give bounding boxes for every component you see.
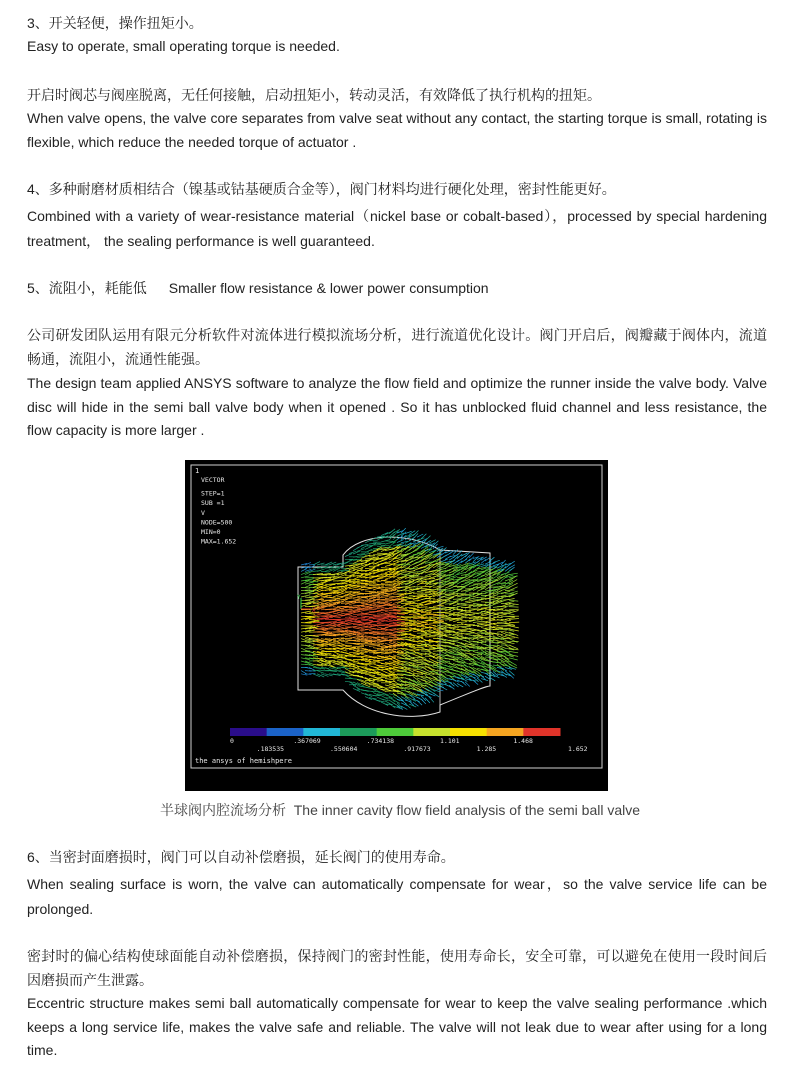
flow-vector-arrow <box>485 657 494 658</box>
flow-vector-arrow <box>425 624 436 626</box>
flow-vector-arrow <box>409 666 418 667</box>
flow-vector-arrow <box>453 635 463 636</box>
flow-vector-arrow <box>449 659 458 660</box>
flow-vector-arrow <box>465 614 475 615</box>
figure-caption-cn: 半球阀内腔流场分析 <box>159 802 286 818</box>
flow-vector-arrow <box>417 635 427 636</box>
legend-swatch <box>377 728 414 736</box>
flow-vector-arrow <box>465 682 470 687</box>
flow-vector-arrow <box>357 605 369 606</box>
flow-vector-arrow <box>413 616 424 617</box>
flow-vector-arrow <box>301 604 311 607</box>
flow-vector-arrow <box>313 674 320 677</box>
flow-field-svg <box>185 460 608 791</box>
section5-heading <box>27 277 767 301</box>
section6-heading-cn: 6、当密封面磨损时，阀门可以自动补偿磨损，延长阀门的使用寿命。 <box>27 849 455 865</box>
flow-vector-arrow <box>509 607 519 608</box>
flow-vector-arrow <box>465 582 473 586</box>
flow-vector-arrow <box>417 538 424 541</box>
flow-vector-arrow <box>301 635 310 638</box>
flow-vector-arrow <box>377 697 384 700</box>
flow-vector-arrow <box>509 600 518 601</box>
flow-vector-arrow <box>469 641 479 642</box>
figure-info-block <box>201 476 236 546</box>
flow-vector-arrow <box>353 551 360 554</box>
flow-vector-arrow <box>385 583 396 584</box>
flow-vector-arrow <box>425 591 435 592</box>
flow-vector-arrow <box>381 702 388 706</box>
flow-vector-arrow <box>425 536 431 541</box>
flow-vector-arrow <box>409 624 420 625</box>
legend-tick-label: .734138 <box>366 737 395 745</box>
figure-caption-en: The inner cavity flow field analysis of the semi ball valve <box>293 802 641 818</box>
axis-x-label: X <box>312 607 316 614</box>
figure-info-line: SUB =1 <box>201 499 225 508</box>
flow-vector-arrow <box>465 575 474 579</box>
flow-vector-arrow <box>401 622 412 623</box>
flow-vector-arrow <box>341 632 352 633</box>
section4-heading-en: Combined with a variety of wear-resistance material（nickel base or cobalt-based），processed by special hardening treatment， the sealing performance is well guaranteed. <box>27 208 767 249</box>
legend-tick-label: 0 <box>230 737 234 745</box>
flow-vector-arrow <box>361 670 371 671</box>
flow-vector-arrow <box>477 675 484 677</box>
flow-vector-arrow <box>477 597 486 598</box>
figure-footer: the ansys of hemishpere <box>195 757 292 765</box>
legend-swatch <box>267 728 304 736</box>
flow-vector-arrow <box>509 561 515 565</box>
legend-tick-label: .917673 <box>403 745 431 753</box>
flow-vector-arrow <box>349 622 361 624</box>
flow-vector-arrow <box>353 639 364 640</box>
section5-body-cn: 公司研发团队运用有限元分析软件对流体进行模拟流场分析，进行流道优化设计。阀门开启后，阀瓣藏于阀体内，流道畅通，流阻小，流通性能强。 <box>27 327 767 367</box>
flow-vector-arrow <box>437 546 444 548</box>
flow-vector-arrow <box>369 557 379 558</box>
section5-heading-cn: 5、流阻小，耗能低 <box>27 280 147 296</box>
flow-vector-arrow <box>357 638 368 639</box>
legend-swatch <box>413 728 450 736</box>
flow-vector-arrow <box>505 601 514 603</box>
flow-vector-arrow <box>461 602 470 604</box>
legend-tick-label: .550604 <box>330 745 358 753</box>
flow-vector-arrow <box>357 672 367 673</box>
flow-vector-arrow <box>441 687 447 690</box>
flow-vector-arrow <box>345 554 352 557</box>
legend-swatch <box>340 728 377 736</box>
legend-swatch <box>523 728 560 736</box>
flow-vector-arrow <box>433 686 440 688</box>
flow-vector-arrow <box>421 651 431 652</box>
flow-vector-arrow <box>461 681 466 686</box>
legend-swatch <box>230 728 267 736</box>
flow-vector-arrow <box>365 546 372 549</box>
flow-vector-arrow <box>493 617 503 618</box>
flow-vector-arrow <box>377 610 389 611</box>
flow-vector-arrow <box>469 635 478 638</box>
section5-body-en: The design team applied ANSYS software to analyze the flow field and optimize the runner inside the valve body. Valve disc will hide in the semi ball valve body when it opened . So it has unblocked fluid channel and less resistance, the flow capacity is more larger . <box>27 375 767 438</box>
flow-vector-arrow <box>505 638 515 639</box>
section5-heading-en: Smaller flow resistance & lower power consumption <box>168 280 489 296</box>
flow-vector-arrow <box>417 534 423 537</box>
section3-heading-en: Easy to operate, small operating torque is needed. <box>27 38 340 54</box>
flow-vector-arrow <box>377 652 388 653</box>
flow-vector-arrow <box>329 628 341 629</box>
figure-frame-number: 1 <box>195 467 200 475</box>
flow-vector-arrow <box>449 614 459 615</box>
flow-vector-arrow <box>465 633 475 634</box>
section3-body-cn: 开启时阀芯与阀座脱离，无任何接触，启动扭矩小，转动灵活，有效降低了执行机构的扭矩。 <box>27 87 601 103</box>
figure-info-line: STEP=1 <box>201 489 225 498</box>
flow-vector-arrow <box>425 647 436 648</box>
flow-vector-arrow <box>385 547 393 548</box>
flow-vector-arrow <box>365 591 376 592</box>
legend-swatch <box>450 728 487 736</box>
flow-vector-arrow <box>369 550 378 553</box>
flow-vector-arrow <box>341 667 349 668</box>
flow-vector-arrow <box>445 613 455 614</box>
flow-vector-arrow <box>425 695 431 698</box>
flow-vector-arrow <box>437 628 447 629</box>
legend-tick-label: .367069 <box>293 737 321 745</box>
flow-vector-arrow <box>413 546 421 551</box>
flow-vector-arrow <box>365 677 374 681</box>
flow-vector-arrow <box>473 651 482 654</box>
flow-vector-arrow <box>349 585 360 586</box>
flow-vector-arrow <box>509 658 518 660</box>
flow-vector-arrow <box>349 652 360 653</box>
section4-heading-cn: 4、多种耐磨材质相结合（镍基或钴基硬质合金等），阀门材料均进行硬化处理，密封性能更好。 <box>27 181 616 197</box>
flow-vector-arrow <box>445 684 452 687</box>
flow-vector-arrow <box>433 693 439 697</box>
flow-vector-arrow <box>457 605 467 606</box>
flow-vector-arrow <box>361 673 371 674</box>
flow-vector-arrow <box>381 653 392 654</box>
flow-field-figure <box>185 460 608 791</box>
flow-vector-arrow <box>357 667 367 668</box>
legend-tick-label: 1.101 <box>440 737 460 745</box>
flow-vector-arrow <box>477 626 487 627</box>
flow-vector-arrow <box>317 569 325 572</box>
flow-vector-arrow <box>509 573 518 574</box>
legend-tick-label: 1.652 <box>568 745 588 753</box>
flow-vector-arrow <box>477 623 487 624</box>
flow-vector-arrow <box>425 573 434 577</box>
flow-vector-arrow <box>417 590 427 591</box>
flow-vector-arrow <box>461 678 467 682</box>
flow-vector-arrow <box>453 683 459 687</box>
flow-vector-arrow <box>301 595 310 597</box>
flow-vector-arrow <box>377 677 387 678</box>
section6-body-en: Eccentric structure makes semi ball automatically compensate for wear to keep the valve sealing performance .which keeps a long service life, makes the valve safe and reliable. The valve will not leak due to wear after using for a long time. <box>27 995 767 1058</box>
flow-vector-arrow <box>453 667 462 670</box>
flow-vector-arrow <box>381 650 392 651</box>
axis-y-label: Y <box>297 594 301 601</box>
flow-vector-arrow <box>405 678 414 682</box>
flow-vector-arrow <box>509 651 518 652</box>
flow-vector-arrow <box>313 670 321 671</box>
flow-vector-arrow <box>389 529 395 534</box>
flow-vector-arrow <box>509 609 519 610</box>
figure-info-line: V <box>201 508 205 517</box>
legend-tick-label: 1.285 <box>476 745 497 753</box>
flow-vector-arrow <box>429 697 434 703</box>
flow-vector-arrow <box>377 546 385 547</box>
flow-vector-arrow <box>381 568 392 569</box>
flow-vector-arrow <box>445 662 454 665</box>
flow-vector-arrow <box>345 560 353 563</box>
flow-vector-arrow <box>421 693 428 696</box>
section6-body-cn: 密封时的偏心结构使球面能自动补偿磨损，保持阀门的密封性能，使用寿命长，安全可靠，可以避免在使用一段时间后因磨损而产生泄露。 <box>27 948 767 988</box>
flow-vector-arrow <box>341 562 348 565</box>
legend-tick-label: 1.468 <box>513 737 533 745</box>
flow-vector-arrow <box>385 586 396 587</box>
flow-vector-arrow <box>445 585 454 589</box>
flow-vector-arrow <box>445 590 454 591</box>
flow-vector-arrow <box>385 637 397 638</box>
flow-vector-arrow <box>357 549 365 552</box>
flow-vector-arrow <box>361 677 370 681</box>
flow-vector-arrow <box>341 606 352 607</box>
flow-vectors <box>301 528 519 710</box>
figure-info-line: NODE=500 <box>201 518 233 527</box>
section3-heading-cn: 3、开关轻便，操作扭矩小。 <box>27 15 203 31</box>
flow-vector-arrow <box>473 621 483 622</box>
flow-vector-arrow <box>325 562 332 565</box>
flow-vector-arrow <box>385 541 393 542</box>
flow-vector-arrow <box>481 672 488 674</box>
flow-vector-arrow <box>313 623 324 626</box>
figure-info-line: MIN=0 <box>201 528 221 536</box>
flow-vector-arrow <box>433 670 441 676</box>
flow-vector-arrow <box>473 635 483 636</box>
flow-vector-arrow <box>457 631 467 632</box>
flow-vector-arrow <box>493 560 500 562</box>
flow-vector-arrow <box>461 574 470 575</box>
flow-vector-arrow <box>417 578 427 579</box>
flow-vector-arrow <box>473 583 482 584</box>
flow-vector-arrow <box>425 549 432 554</box>
flow-vector-arrow <box>301 671 307 674</box>
color-legend <box>230 728 588 753</box>
flow-vector-arrow <box>385 621 397 623</box>
flow-vector-arrow <box>493 662 502 663</box>
figure-info-line: MAX=1.652 <box>201 537 237 546</box>
flow-vector-arrow <box>433 548 440 552</box>
flow-vector-arrow <box>485 641 494 642</box>
flow-vector-arrow <box>389 703 395 708</box>
flow-vector-arrow <box>493 665 502 666</box>
flow-vector-arrow <box>421 586 431 587</box>
flow-vector-arrow <box>509 622 519 623</box>
flow-vector-arrow <box>361 693 368 696</box>
flow-vector-arrow <box>357 656 368 657</box>
flow-vector-arrow <box>421 600 431 603</box>
flow-vector-arrow <box>509 619 519 620</box>
flow-vector-arrow <box>341 581 351 582</box>
flow-vector-arrow <box>453 609 463 610</box>
flow-vector-arrow <box>465 663 474 666</box>
figure-info-line: VECTOR <box>201 476 225 484</box>
flow-vector-arrow <box>381 576 392 577</box>
flow-vector-arrow <box>425 579 435 580</box>
flow-vector-arrow <box>445 639 454 642</box>
section3-body-en: When valve opens, the valve core separates from valve seat without any contact, the starting torque is small, rotating is flexible, which reduce the needed torque of actuator . <box>27 110 767 150</box>
flow-vector-arrow <box>345 617 357 618</box>
figure-caption <box>0 800 800 820</box>
flow-vector-arrow <box>457 622 467 623</box>
flow-vector-arrow <box>369 540 377 541</box>
legend-tick-label: .183535 <box>256 745 285 753</box>
flow-vector-arrow <box>441 559 448 562</box>
flow-vector-arrow <box>497 645 506 648</box>
section6-heading-en: When sealing surface is worn, the valve can automatically compensate for wear，so the valve service life can be prolonged. <box>27 876 767 917</box>
flow-vector-arrow <box>417 581 427 582</box>
flow-vector-arrow <box>421 634 431 635</box>
legend-swatch <box>303 728 340 736</box>
flow-vector-arrow <box>481 607 491 608</box>
flow-vector-arrow <box>417 700 422 705</box>
flow-vector-arrow <box>369 614 381 615</box>
legend-swatch <box>487 728 524 736</box>
flow-vector-arrow <box>409 675 419 676</box>
flow-vector-arrow <box>401 574 410 575</box>
flow-vector-arrow <box>381 533 388 536</box>
flow-vector-arrow <box>405 665 415 666</box>
